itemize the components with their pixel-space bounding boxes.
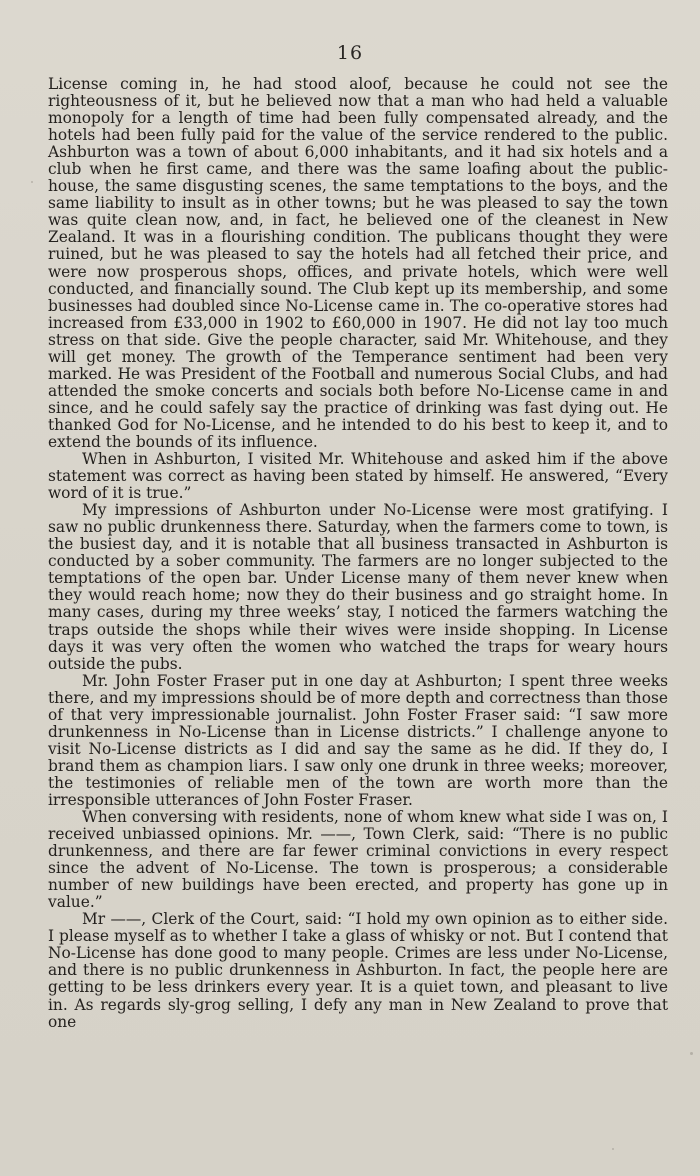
paragraph-1: License coming in, he had stood aloof, because he could not see the righteousness of it, but he believed now that a man who had held a valuable monopoly for a length of time had been fully compensated already, and the hotels had been fully paid for the value of the service rendered to the public. Ashburton was a town of about 6,000 inhabitants, and it had six hotels and a club when he first came, and there was the same loafing about the public-house, the same disgusting scenes, the same temptations to the boys, and the same liability to insult as in other towns; but he was pleased to say the town was quite clean now, and, in fact, he believed one of the cleanest in New Zealand. It was in a flourishing condition. The publicans thought they were ruined, but he was pleased to say the hotels had all fetched their price, and were now prosperous shops, offices, and private hotels, which were well conducted, and financially sound. The Club kept up its membership, and some businesses had doubled since No-License came in. The co-operative stores had increased from £33,000 in 1902 to £60,000 in 1907. He did not lay too much stress on that side. Give the people character, said Mr. Whitehouse, and they will get money. The growth of the Temperance sentiment had been very marked. He was President of the Football and numerous Social Clubs, and had attended the smoke concerts and socials both before No-License came in and since, and he could safely say the practice of drinking was fast dying out. He thanked God for No-License, and he intended to do his best to keep it, and to extend the bounds of its influence. bbox=[48, 75, 668, 451]
page-number: 16 bbox=[336, 42, 364, 64]
paper-speck bbox=[612, 1148, 614, 1150]
paragraph-6: Mr ——, Clerk of the Court, said: “I hold my own opinion as to either side. I please myself as to whether I take a glass of whisky or not. But I contend that No-License has done good to many people. Crimes are less under No-License, and there is no public drunkenness in Ashburton. In fact, the people here are getting to be less drinkers every year. It is a quiet town, and pleasant to live in. As regards sly-grog selling, I defy any man in New Zealand to prove that one bbox=[48, 910, 668, 1031]
body-text bbox=[48, 76, 668, 1031]
paper-speck bbox=[690, 1052, 693, 1055]
paragraph-4: Mr. John Foster Fraser put in one day at Ashburton; I spent three weeks there, and my impressions should be of more depth and correctness than those of that very impressionable journalist. John Foster Fraser said: “I saw more drunkenness in No-License than in License districts.” I challenge anyone to visit No-License districts as I did and say the same as he did. If they do, I brand them as champion liars. I saw only one drunk in three weeks; moreover, the testimonies of reliable men of the town are worth more than the irresponsible utterances of John Foster Fraser. bbox=[48, 671, 668, 809]
paragraph-5: When conversing with residents, none of whom knew what side I was on, I received unbiassed opinions. Mr. ——, Town Clerk, said: “There is no public drunkenness, and there are far fewer criminal convictions in every respect since the advent of No-License. The town is prosperous; a considerable number of new buildings have been erected, and property has gone up in value.” bbox=[48, 808, 668, 912]
paragraph-2: When in Ashburton, I visited Mr. Whitehouse and asked him if the above statement was correct as having been stated by himself. He answered, “Every word of it is true.” bbox=[48, 450, 668, 503]
paragraph-3: My impressions of Ashburton under No-License were most gratifying. I saw no public drunkenness there. Saturday, when the farmers come to town, is the busiest day, and it is notable that all business transacted in Ashburton is conducted by a sober community. The farmers are no longer subjected to the temptations of the open bar. Under License many of them never knew when they would reach home; now they do their business and go straight home. In many cases, during my three weeks’ stay, I noticed the farmers watching the traps outside the shops while their wives were inside shopping. In License days it was very often the women who watched the traps for weary hours outside the pubs. bbox=[48, 501, 668, 673]
paper-speck bbox=[31, 181, 33, 183]
